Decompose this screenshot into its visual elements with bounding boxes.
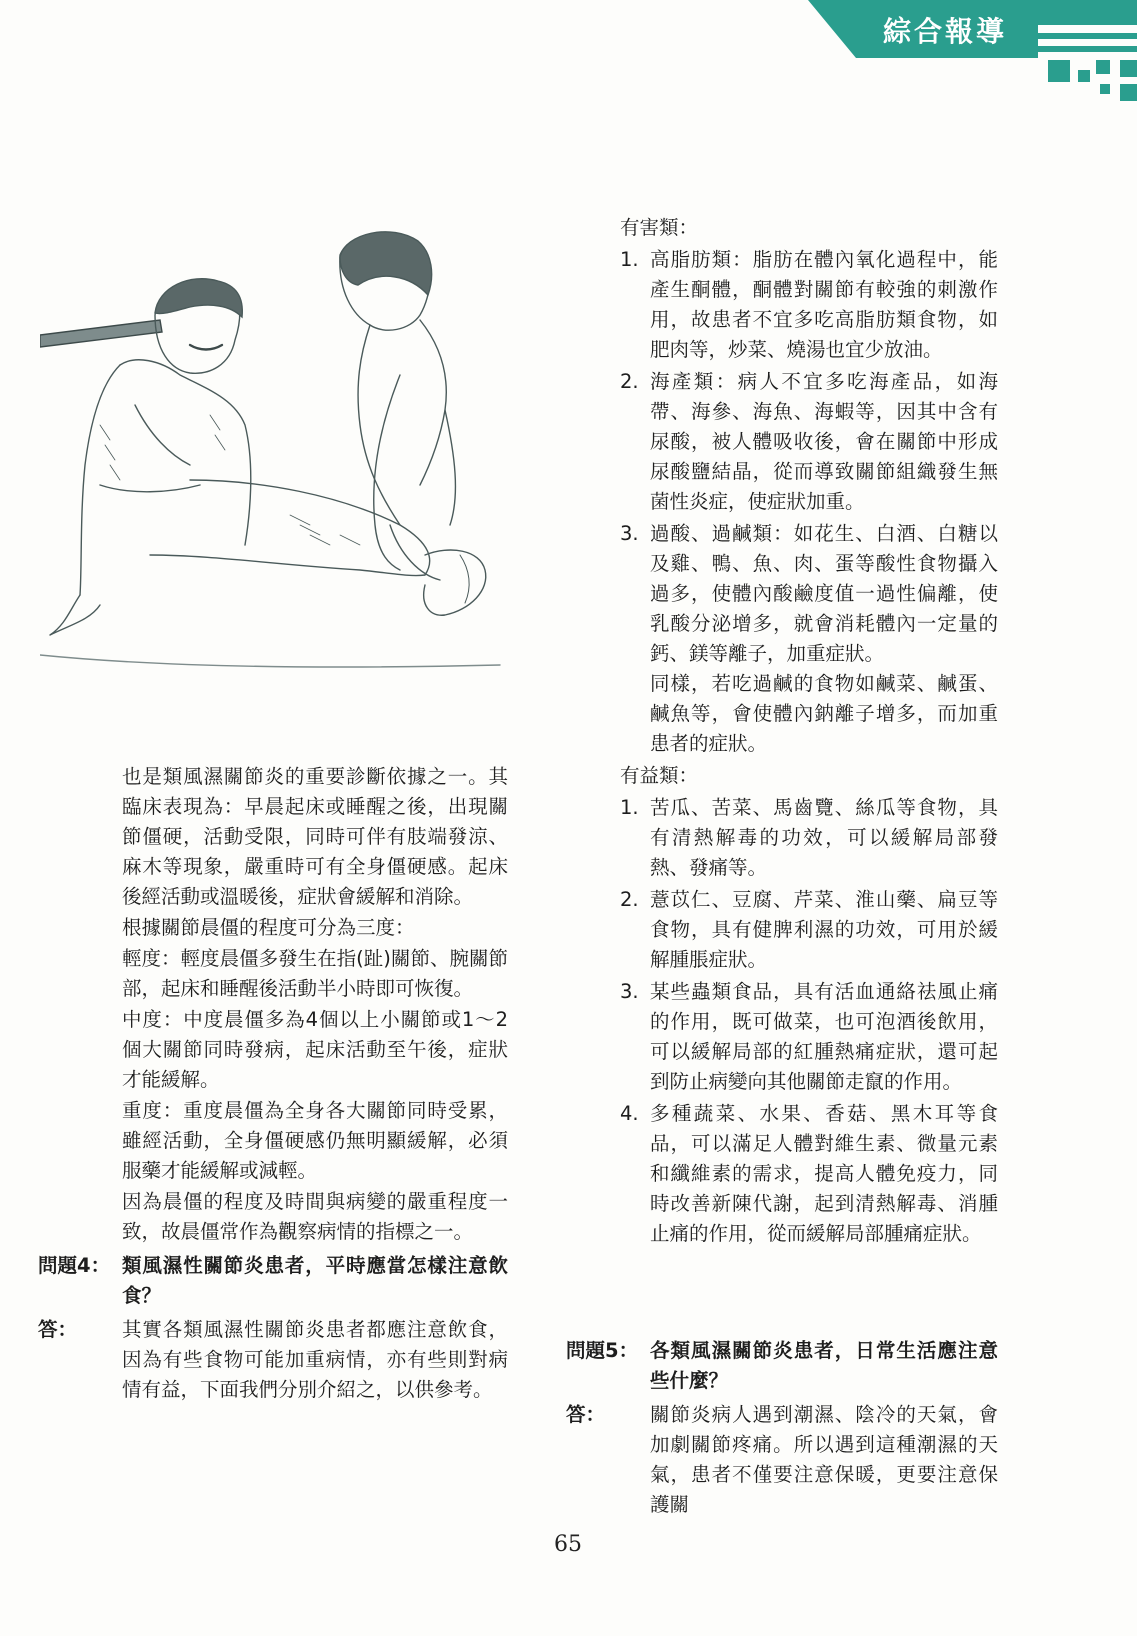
answer-text: 關節炎病人遇到潮濕、陰冷的天氣，會加劇關節疼痛。所以遇到這種潮濕的天氣，患者不僅要注意保暖，更要注意保護關 [650, 1403, 998, 1516]
harmful-item-3 [620, 519, 998, 669]
section-label: 綜合報導 [882, 15, 1007, 48]
beneficial-heading: 有益類： [620, 764, 699, 787]
answer-text: 其實各類風濕性關節炎患者都應注意飲食，因為有些食物可能加重病情，亦有些則對病情有益，下面我們分別介紹之，以供參考。 [122, 1318, 508, 1401]
item-text: 高脂肪類：脂肪在體內氧化過程中，能產生酮體，酮體對關節有較強的刺激作用，故患者不宜多吃高脂肪類食物，如肥肉等，炒菜、燒湯也宜少放油。 [650, 248, 998, 361]
question-text: 各類風濕關節炎患者，日常生活應注意些什麼？ [650, 1339, 998, 1392]
item-text: 多種蔬菜、水果、香菇、黑木耳等食品，可以滿足人體對維生素、微量元素和纖維素的需求，提高人體免疫力，同時改善新陳代謝，起到清熱解毒、消腫止痛的作用，從而緩解局部腫痛症狀。 [650, 1102, 998, 1245]
item-number: 2. [620, 888, 639, 911]
item-number: 2. [620, 370, 639, 393]
harmful-heading: 有害類： [620, 216, 699, 239]
decorative-squares-icon [1040, 18, 1137, 103]
question-4 [38, 1251, 508, 1311]
item-number: 1. [620, 248, 639, 271]
question-5 [566, 1336, 998, 1396]
answer-4 [38, 1315, 508, 1405]
beneficial-item-3 [620, 977, 998, 1097]
answer-5 [566, 1400, 998, 1520]
item-text: 某些蟲類食品，具有活血通絡祛風止痛的作用，既可做菜，也可泡酒後飲用，可以緩解局部的紅腫熱痛症狀，還可起到防止病變向其他關節走竄的作用。 [650, 980, 998, 1093]
question-label: 問題5： [566, 1339, 639, 1362]
paragraph-severe: 重度：重度晨僵為全身各大關節同時受累，雖經活動，全身僵硬感仍無明顯緩解，必須服藥才能緩解或減輕。 [122, 1099, 508, 1182]
arthritis-examination-illustration [40, 225, 515, 695]
paragraph-stiffness-degrees: 根據關節晨僵的程度可分為三度： [122, 916, 415, 939]
item-text: 海產類：病人不宜多吃海產品，如海帶、海參、海魚、海蝦等，因其中含有尿酸，被人體吸收後，會在關節中形成尿酸鹽結晶，從而導致關節組織發生無菌性炎症，使症狀加重。 [650, 370, 998, 513]
right-text-column [620, 213, 998, 1249]
item-number: 3. [620, 980, 639, 1003]
question-label: 問題4： [38, 1254, 111, 1277]
paragraph-morning-stiffness: 也是類風濕關節炎的重要診斷依據之一。其臨床表現為：早晨起床或睡醒之後，出現關節僵硬，活動受限，同時可伴有肢端發涼、麻木等現象，嚴重時可有全身僵硬感。起床後經活動或溫暖後，症狀會緩解和消除。 [122, 765, 508, 908]
answer-label: 答： [566, 1403, 606, 1426]
item-text: 薏苡仁、豆腐、芹菜、淮山藥、扁豆等食物，具有健脾利濕的功效，可用於緩解腫脹症狀。 [650, 888, 998, 971]
beneficial-item-1 [620, 793, 998, 883]
left-text-column [38, 762, 508, 1405]
answer-label: 答： [38, 1318, 78, 1341]
item-number: 4. [620, 1102, 639, 1125]
question-5-block [566, 1332, 998, 1520]
item-number: 3. [620, 522, 639, 545]
paragraph-mild: 輕度：輕度晨僵多發生在指(趾)關節、腕關節部，起床和睡醒後活動半小時即可恢復。 [122, 947, 508, 1000]
item-text: 苦瓜、苦菜、馬齒覽、絲瓜等食物，具有清熱解毒的功效，可以緩解局部發熱、發痛等。 [650, 796, 998, 879]
harmful-item-2 [620, 367, 998, 517]
page-number: 65 [554, 1532, 582, 1557]
harmful-item-3-continued: 同樣，若吃過鹹的食物如鹹菜、鹹蛋、鹹魚等，會使體內鈉離子增多，而加重患者的症狀。 [650, 672, 998, 755]
paragraph-indicator: 因為晨僵的程度及時間與病變的嚴重程度一致，故晨僵常作為觀察病情的指標之一。 [122, 1190, 508, 1243]
harmful-item-1 [620, 245, 998, 365]
question-text: 類風濕性關節炎患者，平時應當怎樣注意飲食？ [122, 1254, 508, 1307]
item-text: 過酸、過鹹類：如花生、白酒、白糖以及雞、鴨、魚、肉、蛋等酸性食物攝入過多，使體內酸鹼度值一過性偏離，使乳酸分泌增多，就會消耗體內一定量的鈣、鎂等離子，加重症狀。 [650, 522, 998, 665]
item-number: 1. [620, 796, 639, 819]
beneficial-item-2 [620, 885, 998, 975]
beneficial-item-4 [620, 1099, 998, 1249]
paragraph-moderate: 中度：中度晨僵多為4個以上小關節或1～2個大關節同時發病，起床活動至午後，症狀才能緩解。 [122, 1008, 508, 1091]
